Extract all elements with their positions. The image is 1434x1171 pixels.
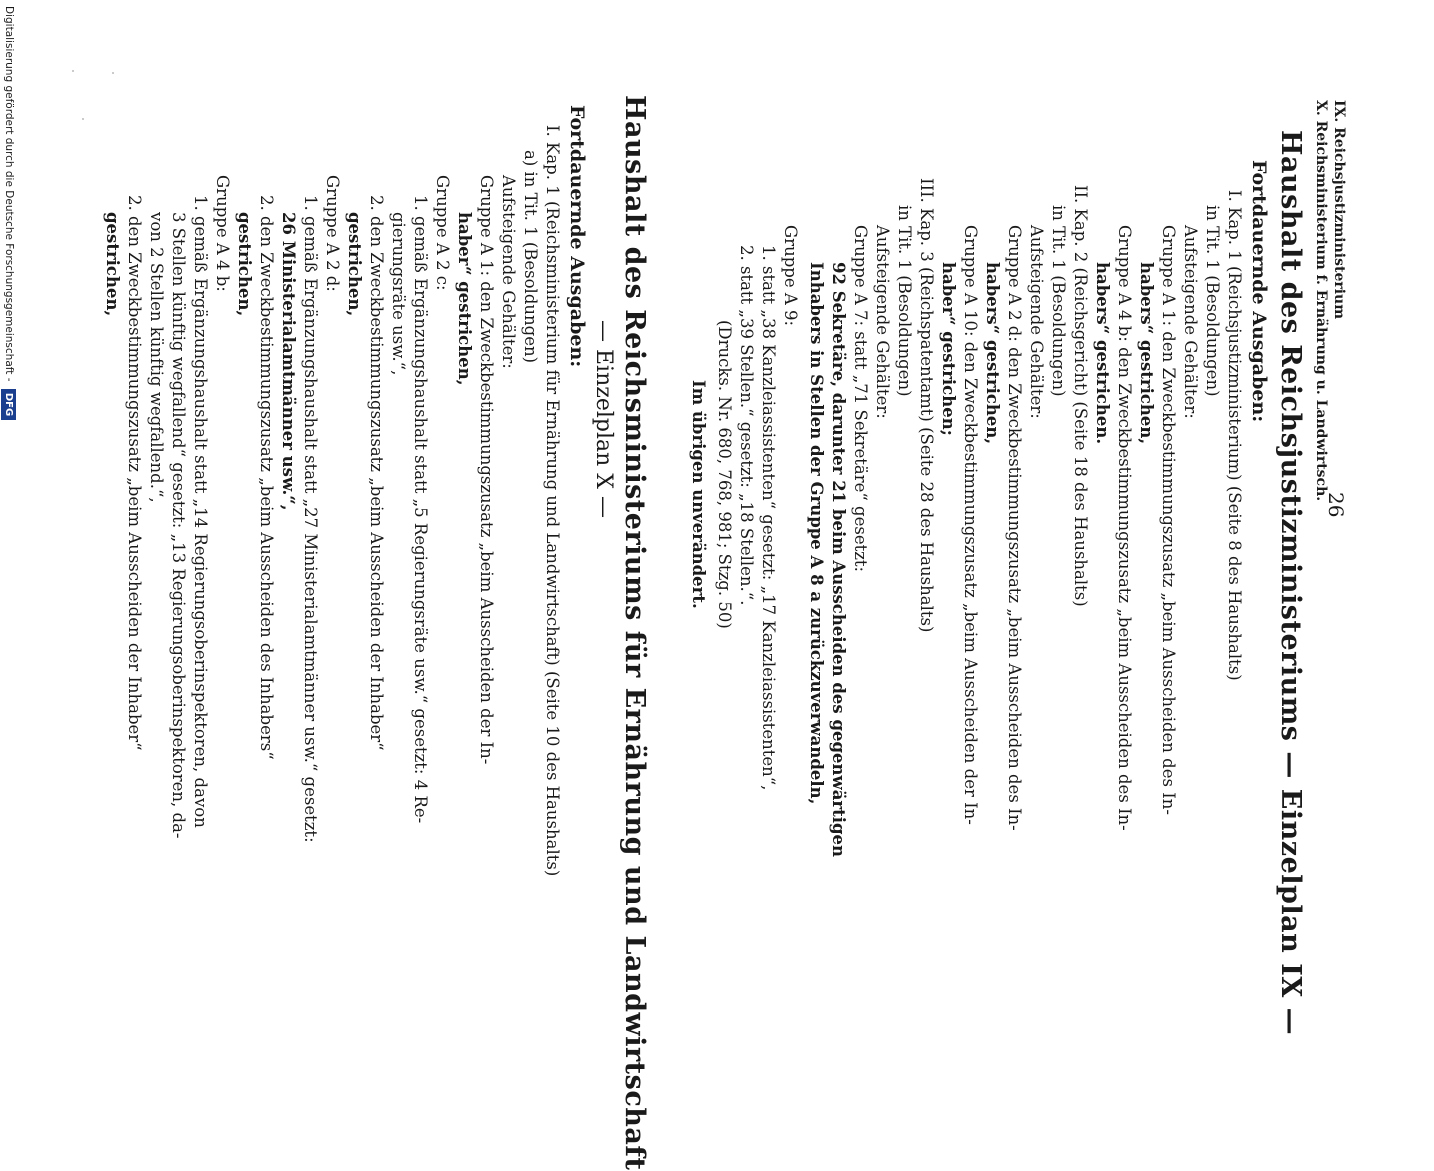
ix-line: habers“ gestrichen, [1137, 262, 1156, 445]
x-line: von 2 Stellen künftig wegfallend.“, [147, 212, 166, 503]
x-line: haber“ gestrichen, [455, 212, 474, 386]
ix-line: Gruppe A 2 d: den Zweckbestimmungszusatz „beim Ausscheiden des In- [1005, 225, 1024, 831]
x-line: Gruppe A 2 d: [323, 175, 342, 292]
section-x-title-sub: — Einzelplan X — [591, 320, 616, 518]
ix-line: III. Kap. 3 (Reichspatentamt) (Seite 28 des Haushalts) [917, 178, 936, 633]
x-line: I. Kap. 1 (Reichsministerium für Ernährung und Landwirtschaft) (Seite 10 des Haushalts) [543, 125, 562, 877]
x-line: Gruppe A 1: den Zweckbestimmungszusatz „beim Ausscheiden der In- [477, 175, 496, 765]
x-line: 2. den Zweckbestimmungszusatz „beim Ausscheiden der Inhaber“ [125, 195, 144, 751]
ix-line: Gruppe A 9: [781, 225, 800, 327]
ix-line: habers“ gestrichen. [1093, 262, 1112, 445]
ix-line: Im übrigen unverändert. [689, 380, 708, 609]
ix-line: Gruppe A 7: statt „71 Sekretäre“ gesetzt: [851, 225, 870, 573]
x-line: gestrichen, [235, 212, 254, 317]
ix-line: in Tit. 1 (Besoldungen) [895, 205, 914, 397]
ix-line: in Tit. 1 (Besoldungen) [1049, 205, 1068, 397]
ix-line: II. Kap. 2 (Reichsgericht) (Seite 18 des Haushalts) [1071, 185, 1090, 607]
x-line: gestrichen, [345, 212, 364, 317]
ix-line: Aufsteigende Gehälter: [1027, 225, 1046, 419]
ix-line: Aufsteigende Gehälter: [873, 225, 892, 419]
ix-line: Aufsteigende Gehälter: [1181, 225, 1200, 419]
section-ix-subtitle: Fortdauernde Ausgaben: [1248, 160, 1270, 423]
x-line: 26 Ministerialamtmänner usw.“, [279, 212, 298, 511]
x-line: a) in Tit. 1 (Besoldungen) [521, 150, 540, 364]
ix-line: (Drucks. Nr. 680, 768, 981; Stzg. 50) [715, 320, 734, 629]
ix-line: I. Kap. 1 (Reichsjustizministerium) (Seite 8 des Haushalts) [1225, 190, 1244, 681]
x-line: Gruppe A 4 b: [213, 175, 232, 292]
ix-line: haber“ gestrichen; [939, 262, 958, 436]
x-line: Aufsteigende Gehälter: [499, 175, 518, 369]
scan-speck [82, 118, 84, 120]
x-line: 2. den Zweckbestimmungszusatz „beim Ausscheiden des Inhabers“ [257, 195, 276, 760]
digitization-credit [1, 6, 16, 420]
ix-line: Inhabers in Stellen der Gruppe A 8 a zurückzuverwandeln, [807, 262, 826, 805]
page-number: 26 [1324, 492, 1348, 518]
ix-line: habers“ gestrichen, [983, 262, 1002, 445]
ix-line: Gruppe A 4 b: den Zweckbestimmungszusatz „beim Ausscheiden des In- [1115, 225, 1134, 831]
x-line: 1. gemäß Ergänzungshaushalt statt „27 Ministerialamtmänner usw.“ gesetzt: [301, 195, 320, 843]
x-line: gestrichen, [103, 212, 122, 317]
ix-line: 92 Sekretäre, darunter 21 beim Ausscheiden des gegenwärtigen [829, 262, 848, 858]
x-line: 1. gemäß Ergänzungshaushalt statt „5 Regierungsräte usw.“ gesetzt: 4 Re- [411, 195, 430, 824]
x-line: 3 Stellen künftig wegfallend“ gesetzt: „13 Regierungsoberinspektoren, da- [169, 212, 188, 839]
ix-line: 2. statt „39 Stellen.“ gesetzt: „18 Stellen.“. [737, 245, 756, 606]
running-header-line-2: X. Reichsministerium f. Ernährung u. Landwirtsch. [1313, 100, 1329, 502]
x-line: 2. den Zweckbestimmungszusatz „beim Ausscheiden der Inhaber“ [367, 195, 386, 751]
ix-line: 1. statt „38 Kanzleiassistenten“ gesetzt: „17 Kanzleiassistenten“, [759, 245, 778, 791]
section-ix-title: Haushalt des Reichsjustizministeriums — Einzelplan IX — [1275, 130, 1306, 1036]
running-header-line-1: IX. Reichsjustizministerium [1331, 100, 1347, 320]
dfg-logo: DFG [1, 389, 16, 420]
scan-speck [72, 70, 74, 72]
section-x-subtitle: Fortdauernde Ausgaben: [566, 105, 588, 368]
ix-line: Gruppe A 1: den Zweckbestimmungszusatz „beim Ausscheiden des In- [1159, 225, 1178, 815]
ix-line: in Tit. 1 (Besoldungen) [1203, 205, 1222, 397]
ix-line: Gruppe A 10: den Zweckbestimmungszusatz „beim Ausscheiden der In- [961, 225, 980, 825]
x-line: 1. gemäß Ergänzungshaushalt statt „14 Regierungsoberinspektoren, davon [191, 195, 210, 828]
x-line: gierungsräte usw.“, [389, 212, 408, 376]
section-x-title: Haushalt des Reichsministeriums für Ernährung und Landwirtschaft [619, 95, 650, 1171]
x-line: Gruppe A 2 c: [433, 175, 452, 291]
scan-speck [112, 72, 114, 74]
digitization-credit-text: Digitalisierung gefördert durch die Deutsche Forschungsgemeinschaft - [3, 6, 15, 382]
